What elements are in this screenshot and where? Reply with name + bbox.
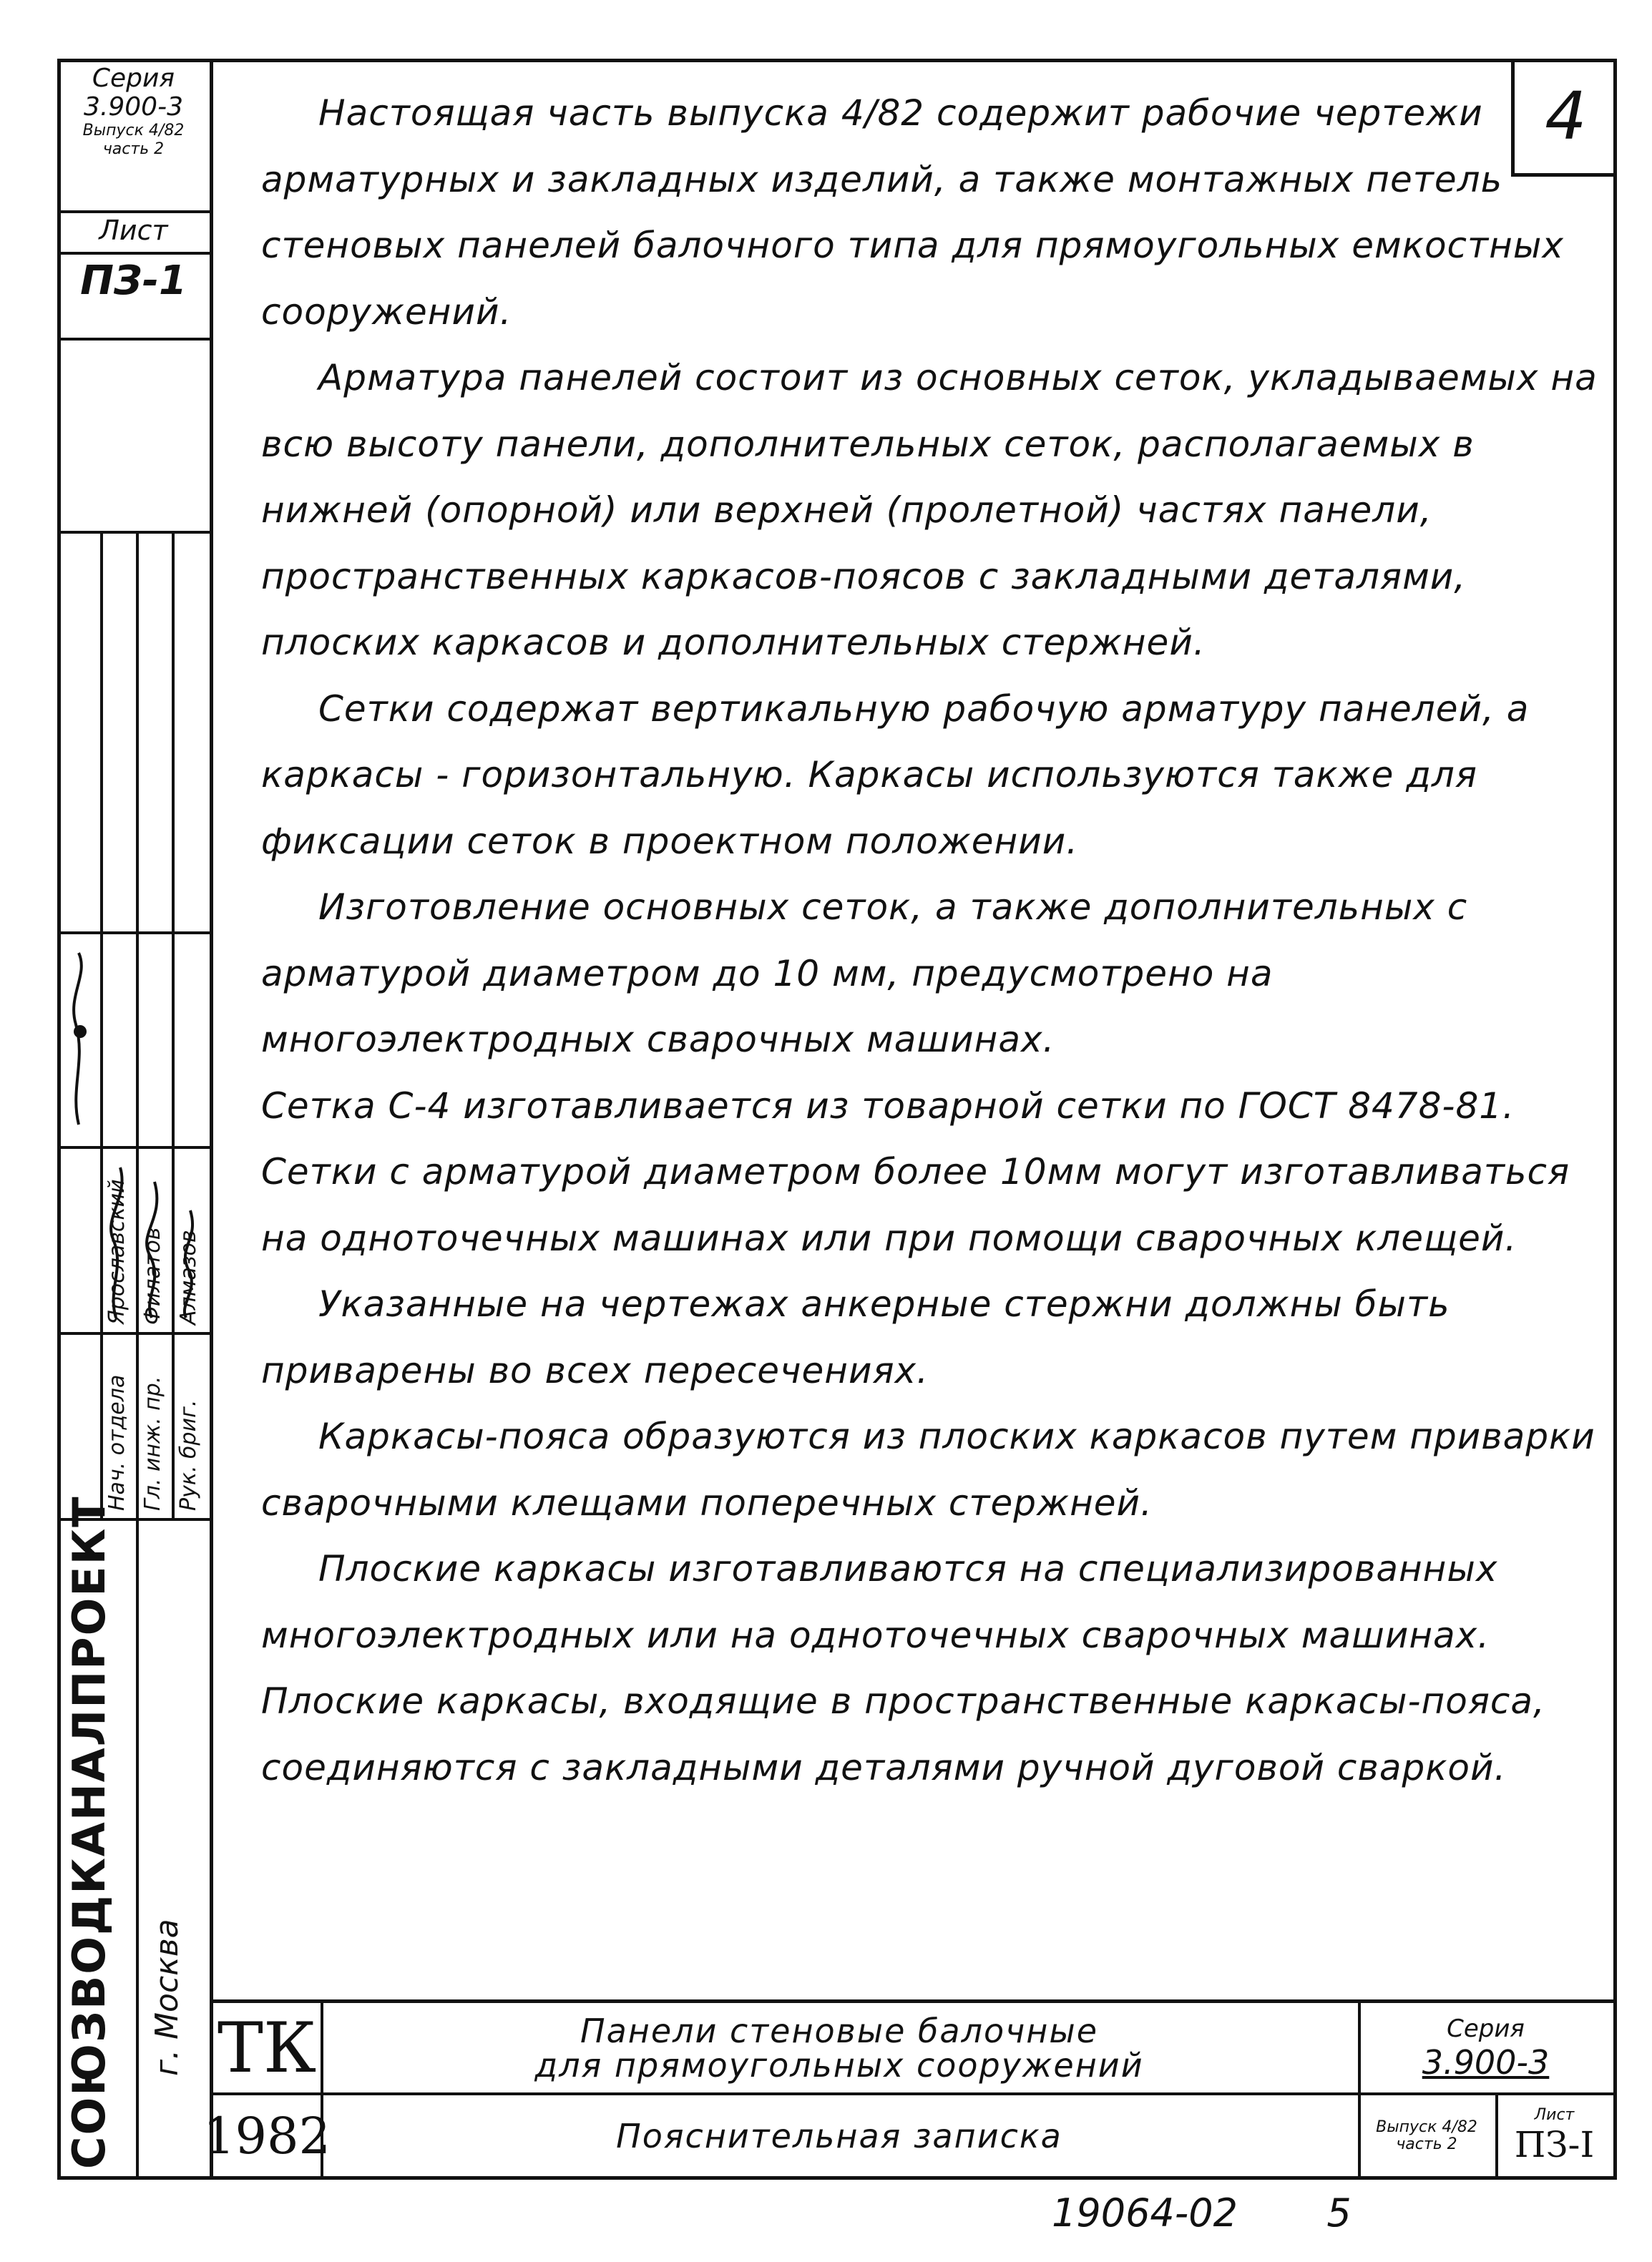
- title-block-issue-line1: Выпуск 4/82: [1376, 2118, 1477, 2136]
- org-name: СОЮЗВОДКАНАЛПРОЕКТ: [63, 1495, 115, 2169]
- divider: [57, 338, 210, 341]
- divider: [57, 252, 210, 255]
- divider: [57, 210, 210, 213]
- divider: [57, 931, 210, 934]
- title-block-list-label: Лист: [1534, 2106, 1575, 2124]
- paragraph: Сетка С-4 изготавливается из товарной сетки по ГОСТ 8478-81.: [261, 1085, 1515, 1127]
- title-block-subtitle: Пояснительная записка: [616, 2117, 1062, 2155]
- sidebar-list-label: Лист: [99, 215, 168, 246]
- divider: [57, 531, 210, 534]
- sidebar-series-label: Серия: [92, 64, 175, 93]
- signature-mark-image: [57, 946, 100, 1132]
- title-block-year: 1982: [202, 2107, 331, 2165]
- divider: [136, 531, 139, 1518]
- role-head-of-department: Нач. отдела: [104, 1374, 129, 1511]
- footer-page-number: 5: [1326, 2190, 1352, 2236]
- title-block-sheet-number: ПЗ-I: [1514, 2124, 1595, 2165]
- title-block-issue: [1358, 2092, 1495, 2180]
- divider: [57, 1146, 210, 1149]
- sidebar-stamp: [57, 59, 213, 2180]
- title-block-title: [321, 2003, 1358, 2092]
- name-filatov: Филатов: [140, 1227, 165, 1325]
- name-yaroslavsky: Ярославский: [104, 1179, 129, 1325]
- sidebar-series-number: 3.900-3: [84, 92, 183, 122]
- divider: [100, 531, 103, 1518]
- sidebar-sheet: ПЗ-1: [80, 258, 187, 304]
- sidebar-issue-line2: часть 2: [102, 140, 165, 158]
- paragraph: Указанные на чертежах анкерные стержни должны быть приварены во всех пересечениях.: [261, 1283, 1450, 1391]
- sidebar-series-block: [57, 64, 210, 159]
- corner-page-number: 4: [1511, 59, 1617, 177]
- title-block: [202, 1999, 1617, 2180]
- title-line-2: для прямоугольных сооружений: [534, 2045, 1144, 2085]
- sidebar-issue-line1: Выпуск 4/82: [82, 122, 185, 139]
- divider: [57, 1332, 210, 1335]
- signatures-image: [57, 1153, 207, 1325]
- divider: [136, 1518, 139, 2180]
- role-team-lead: Рук. бриг.: [176, 1399, 201, 1511]
- title-block-code: ТК: [217, 2007, 317, 2088]
- paragraph: Изготовление основных сеток, а также дополнительных с арматурой диаметром до 10 мм, предусмотрено на многоэлектродных сварочных машинах.: [261, 886, 1468, 1060]
- role-chief-engineer: Гл. инж. пр.: [140, 1376, 165, 1511]
- footer-doc-number: 19064-02: [1052, 2190, 1238, 2236]
- title-block-series: [1358, 2003, 1613, 2092]
- org-city: г. Москва: [149, 1919, 185, 2076]
- title-block-series-label: Серия: [1447, 2014, 1525, 2043]
- paragraph: Плоские каркасы, входящие в пространственные каркасы-пояса, соединяются с закладными деталями ручной дуговой сваркой.: [261, 1680, 1545, 1788]
- paragraph: Каркасы-пояса образуются из плоских каркасов путем приварки сварочными клещами поперечных стержней.: [261, 1416, 1595, 1524]
- paragraph: Настоящая часть выпуска 4/82 содержит рабочие чертежи арматурных и закладных изделий, а также монтажных петель стеновых панелей балочного типа для прямоугольных емкостных сооружений.: [261, 92, 1564, 333]
- name-almazov: Алмазов: [176, 1230, 201, 1325]
- title-block-series-number: 3.900-3: [1422, 2042, 1550, 2082]
- title-block-issue-line2: часть 2: [1396, 2135, 1457, 2153]
- paragraph: Сетки содержат вертикальную рабочую арматуру панелей, а каркасы - горизонтальную. Каркасы используются также для фиксации сеток в проектном положении.: [261, 687, 1530, 862]
- explanatory-text: [261, 80, 1599, 1801]
- title-line-1: Панели стеновые балочные: [580, 2011, 1098, 2050]
- footer: [1052, 2190, 1352, 2236]
- paragraph: Сетки с арматурой диаметром более 10мм могут изготавливаться на одноточечных машинах или при помощи сварочных клещей.: [261, 1151, 1570, 1259]
- paragraph: Арматура панелей состоит из основных сеток, укладываемых на всю высоту панели, дополнительных сеток, располагаемых в нижней (опорной) или верхней (пролетной) частях панели, пространственных каркасов-поясов с закладными деталями, плоских каркасов и дополнительных стержней.: [261, 357, 1598, 663]
- divider: [172, 531, 175, 1518]
- title-block-sheet: [1495, 2092, 1613, 2180]
- paragraph: Плоские каркасы изготавливаются на специализированных многоэлектродных или на одноточечных сварочных машинах.: [261, 1548, 1498, 1656]
